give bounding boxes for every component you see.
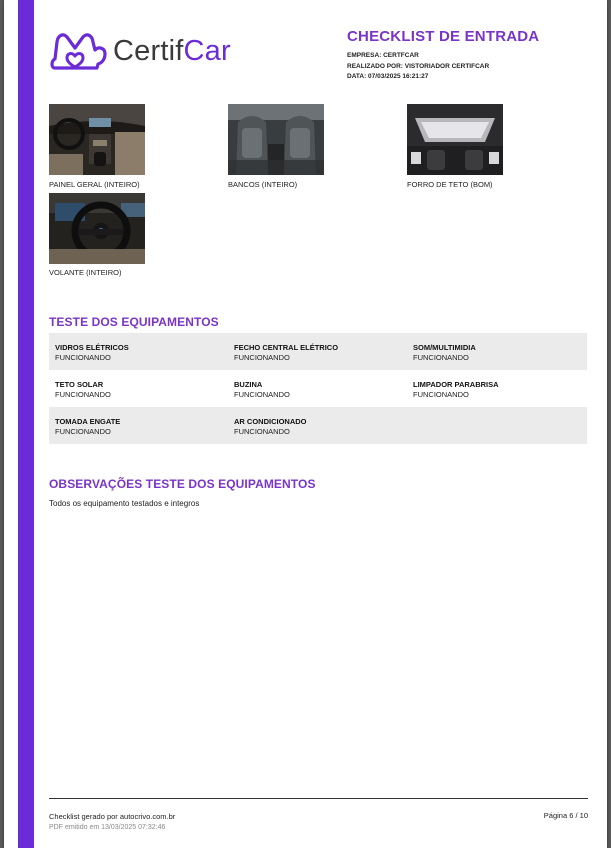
- equipment-item: [55, 379, 111, 400]
- dashboard-photo: [49, 104, 145, 175]
- equipment-name: TOMADA ENGATE: [55, 417, 121, 426]
- equipment-item: [55, 416, 120, 437]
- document-header: [347, 28, 597, 83]
- emitted-date-text: PDF emitido em 13/03/2025 07:32:46: [49, 824, 166, 831]
- equipment-item: [234, 342, 338, 363]
- equipment-item: [55, 342, 129, 363]
- car-heart-logo-icon: [49, 28, 109, 74]
- ceiling-photo: [407, 104, 503, 175]
- equipment-item: [413, 342, 476, 363]
- photo-caption: VOLANTE (INTEIRO): [49, 268, 122, 277]
- equipment-status: FUNCIONANDO: [55, 353, 111, 362]
- observations-section-title: OBSERVAÇÕES TESTE DOS EQUIPAMENTOS: [49, 477, 316, 491]
- date-line: DATA: 07/03/2025 16:21:27: [347, 73, 429, 80]
- equipment-name: BUZINA: [234, 380, 263, 389]
- equipment-status: FUNCIONANDO: [55, 390, 111, 399]
- observations-text: Todos os equipamento testados e integros: [49, 499, 200, 508]
- equipment-status: FUNCIONANDO: [234, 390, 290, 399]
- photo-caption: BANCOS (INTEIRO): [228, 180, 298, 189]
- company-line: EMPRESA: CERTFCAR: [347, 52, 419, 59]
- equipment-name: FECHO CENTRAL ELÉTRICO: [234, 343, 339, 352]
- footer-divider: [49, 798, 588, 799]
- equipment-item: [234, 379, 290, 400]
- document-title: CHECKLIST DE ENTRADA: [347, 28, 540, 45]
- equipment-status: FUNCIONANDO: [55, 427, 111, 436]
- equipment-status: FUNCIONANDO: [413, 390, 469, 399]
- equipment-row: [49, 407, 587, 444]
- equipment-item: [234, 416, 307, 437]
- equipment-row: [49, 370, 587, 407]
- accent-side-bar: [18, 0, 34, 848]
- equipment-name: TETO SOLAR: [55, 380, 104, 389]
- equipment-row: [49, 333, 587, 370]
- logo-wordmark: CertifCar: [113, 34, 231, 67]
- equipment-name: SOM/MULTIMIDIA: [413, 343, 476, 352]
- photo-caption: PAINEL GERAL (INTEIRO): [49, 180, 140, 189]
- equipment-section-title: TESTE DOS EQUIPAMENTOS: [49, 315, 219, 329]
- footer-info: [49, 811, 175, 833]
- document-page: [4, 0, 607, 848]
- steering-wheel-photo: [49, 193, 145, 264]
- seats-photo: [228, 104, 324, 175]
- equipment-item: [413, 379, 499, 400]
- inspector-line: REALIZADO POR: VISTORIADOR CERTIFCAR: [347, 62, 490, 70]
- equipment-name: LIMPADOR PARABRISA: [413, 380, 499, 389]
- generated-by-text: Checklist gerado por autocrivo.com.br: [49, 812, 176, 821]
- equipment-status: FUNCIONANDO: [413, 353, 469, 362]
- page-number: Página 6 / 10: [543, 811, 588, 820]
- certifcar-logo: [49, 26, 249, 76]
- equipment-status: FUNCIONANDO: [234, 427, 290, 436]
- equipment-status: FUNCIONANDO: [234, 353, 290, 362]
- equipment-name: VIDROS ELÉTRICOS: [55, 343, 129, 352]
- equipment-name: AR CONDICIONADO: [234, 417, 307, 426]
- photo-caption: FORRO DE TETO (BOM): [407, 180, 493, 189]
